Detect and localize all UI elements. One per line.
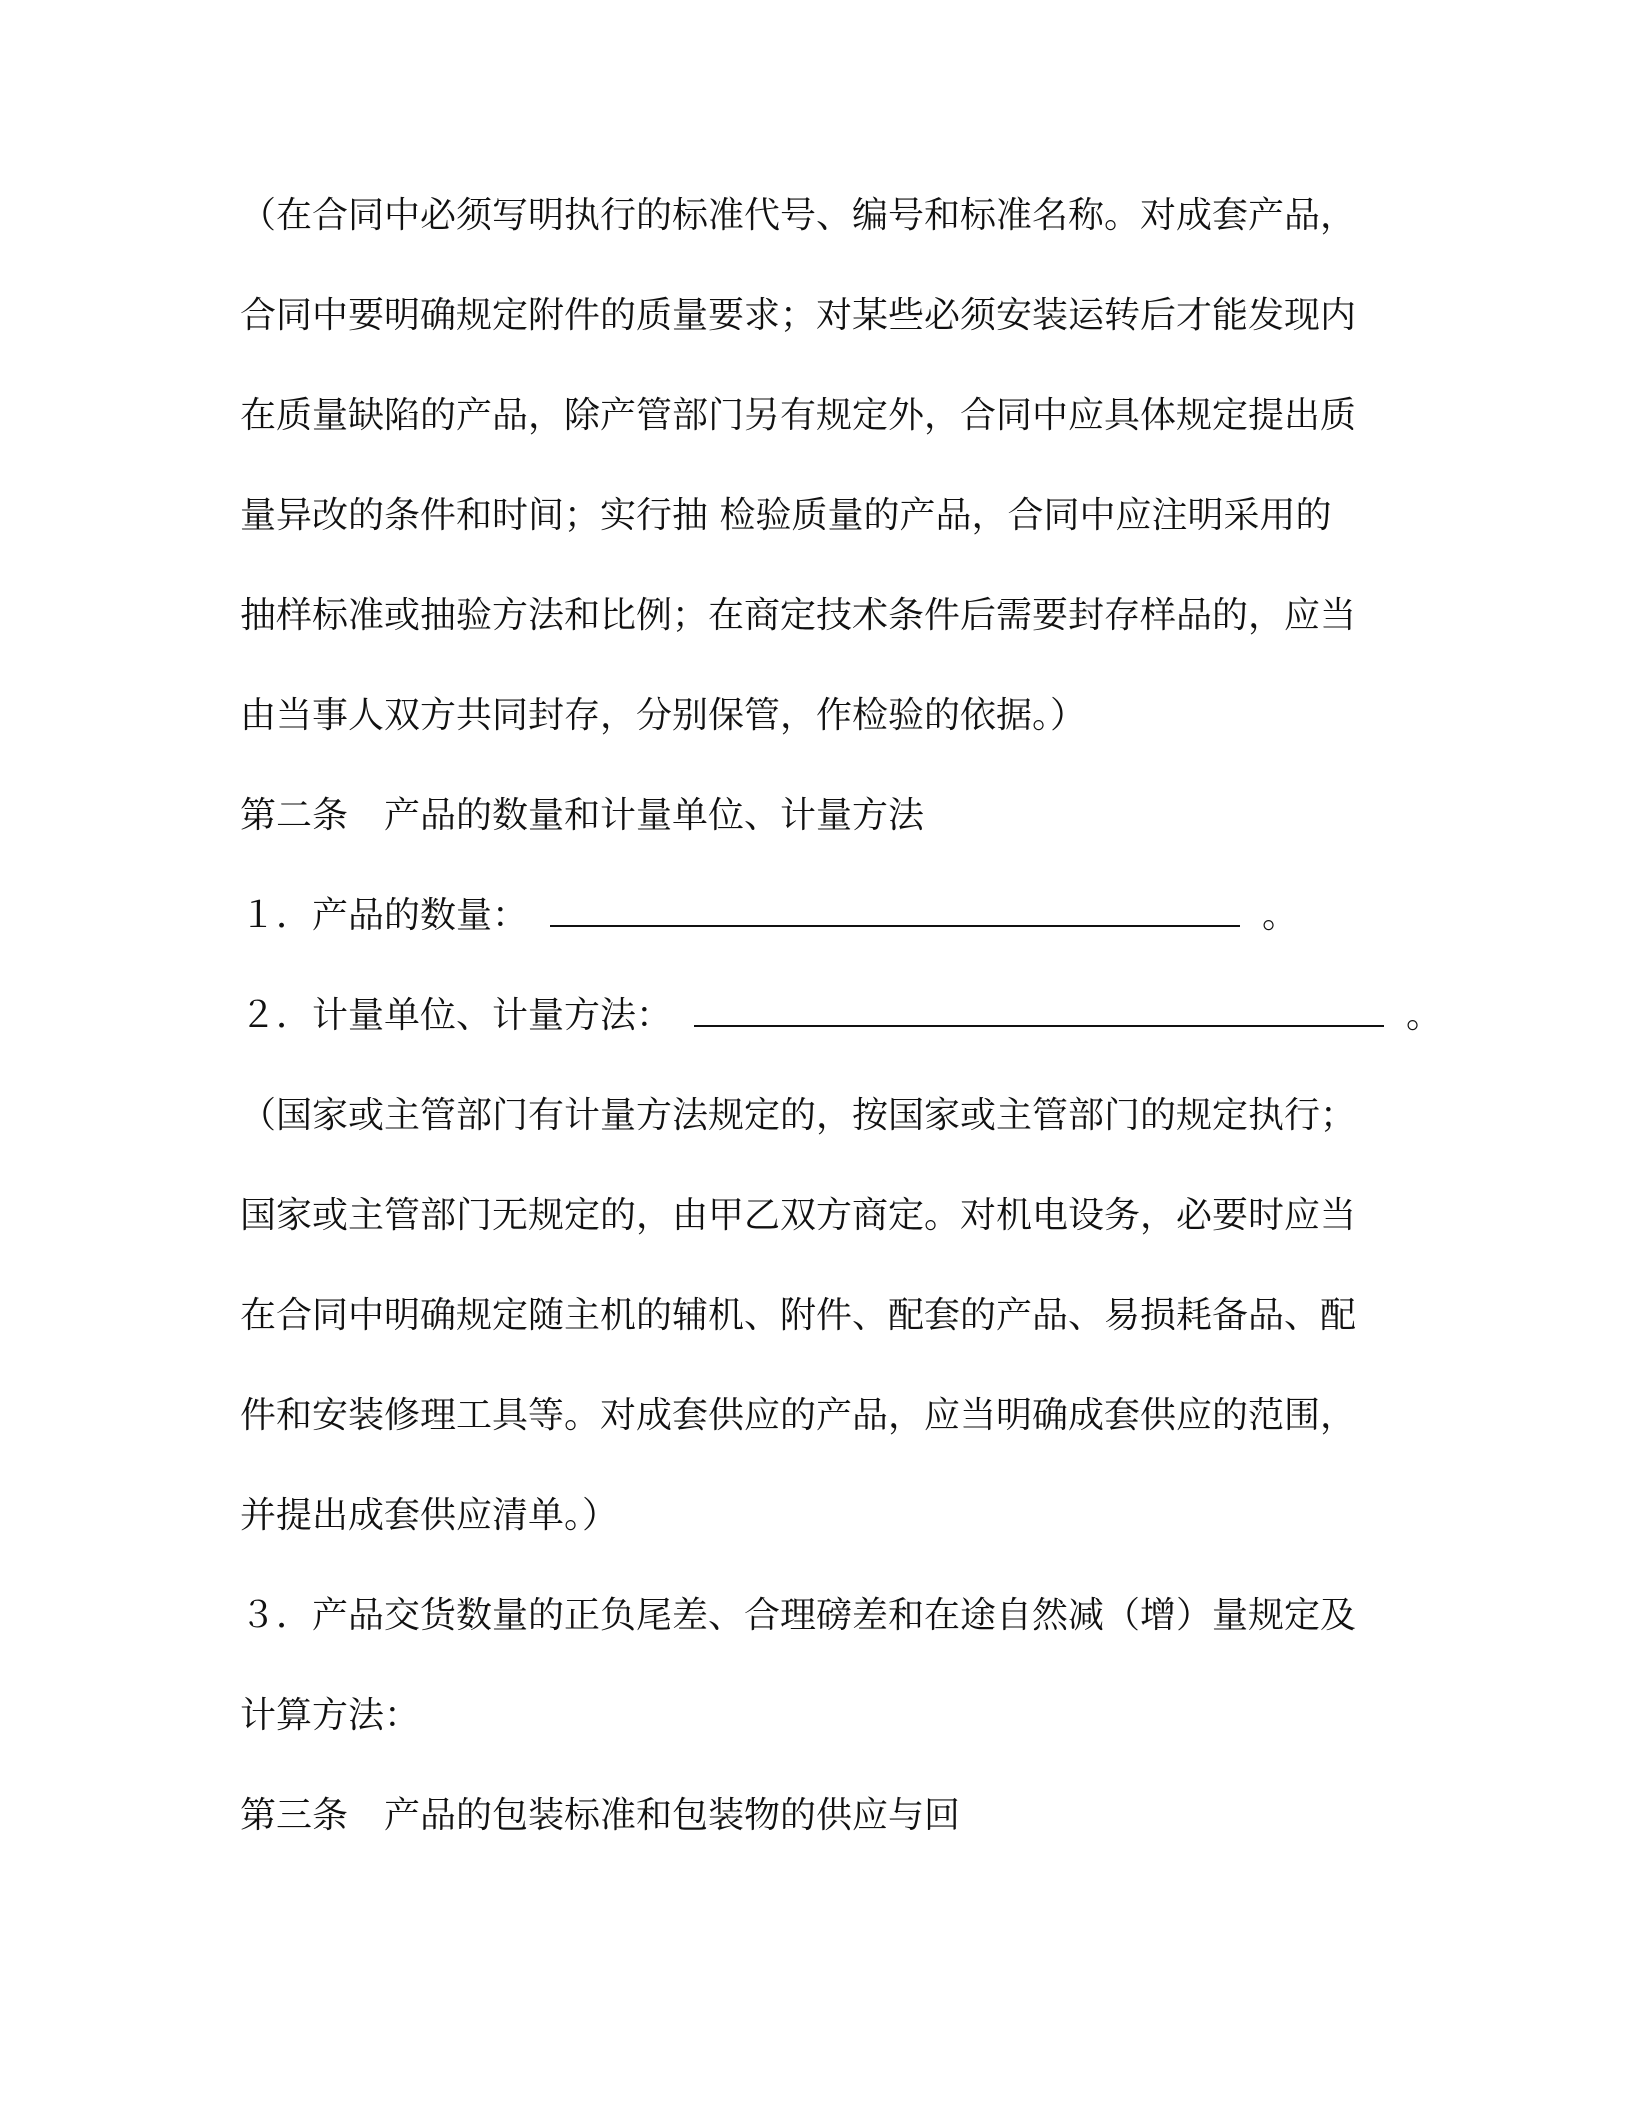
paragraph-line: 并提出成套供应清单。） (240, 1495, 619, 1536)
item-1-end-mark: 。 (1262, 895, 1299, 936)
item-2-unit-method (240, 994, 1443, 1038)
item-1-quantity (240, 894, 1390, 938)
paragraph-line: 在质量缺陷的产品，除产管部门另有规定外，合同中应具体规定提出质 (240, 395, 1357, 436)
paragraph-line: （在合同中必须写明执行的标准代号、编号和标准名称。对成套产品， (240, 195, 1357, 236)
paragraph-line: 抽样标准或抽验方法和比例；在商定技术条件后需要封存样品的，应当 (240, 595, 1357, 636)
paragraph-line: 件和安装修理工具等。对成套供应的产品，应当明确成套供应的范围， (240, 1395, 1357, 1436)
paragraph-line: （国家或主管部门有计量方法规定的，按国家或主管部门的规定执行； (240, 1095, 1357, 1136)
paragraph-line: 合同中要明确规定附件的质量要求；对某些必须安装运转后才能发现内 (240, 295, 1357, 336)
item-1-label: １．产品的数量： (240, 895, 529, 936)
quantity-fill-blank[interactable] (550, 895, 1240, 927)
item-2-end-mark: 。 (1406, 995, 1443, 1036)
item-3-line: 计算方法： (240, 1695, 421, 1736)
item-3-line: ３．产品交货数量的正负尾差、合理磅差和在途自然减（增）量规定及 (240, 1595, 1357, 1636)
item-2-label: ２．计量单位、计量方法： (240, 995, 673, 1036)
paragraph-line: 量异改的条件和时间；实行抽 检验质量的产品，合同中应注明采用的 (240, 495, 1332, 536)
article-3-heading: 第三条 产品的包装标准和包装物的供应与回 (240, 1795, 961, 1836)
unit-method-fill-blank[interactable] (694, 995, 1384, 1027)
article-2-heading: 第二条 产品的数量和计量单位、计量方法 (240, 795, 925, 836)
paragraph-line: 由当事人双方共同封存，分别保管，作检验的依据。） (240, 695, 1087, 736)
paragraph-line: 在合同中明确规定随主机的辅机、附件、配套的产品、易损耗备品、配 (240, 1295, 1357, 1336)
paragraph-line: 国家或主管部门无规定的，由甲乙双方商定。对机电设务，必要时应当 (240, 1195, 1357, 1236)
